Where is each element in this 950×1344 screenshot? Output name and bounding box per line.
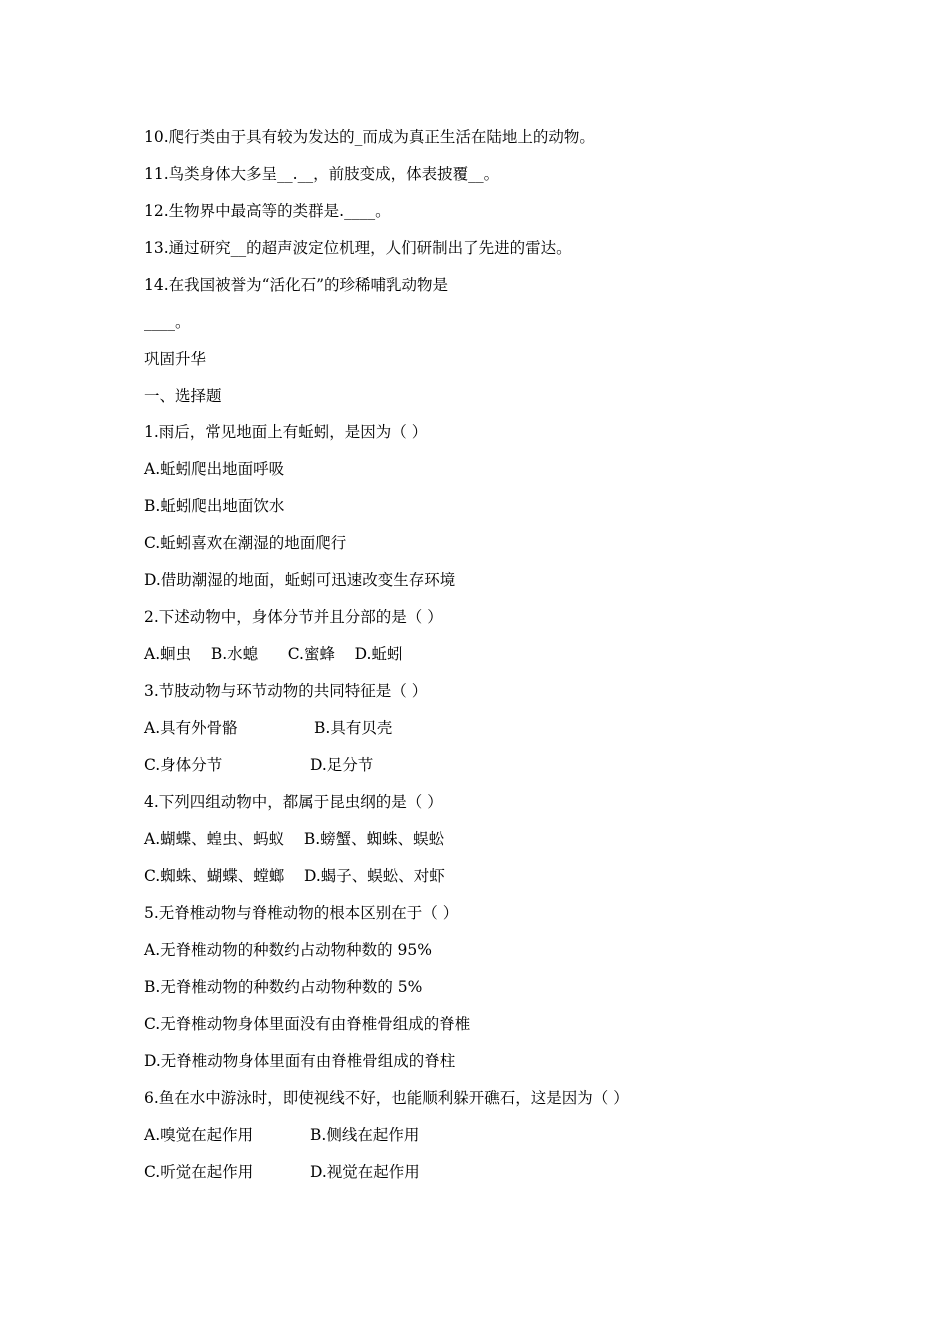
options-row: C.蜘蛛、蝴蝶、螳螂 D.蝎子、蜈蚣、对虾	[144, 867, 445, 885]
option: D.借助潮湿的地面，蚯蚓可迅速改变生存环境	[144, 571, 456, 589]
section-title: 巩固升华	[144, 350, 207, 368]
question-14: 14.在我国被誉为“活化石”的珍稀哺乳动物是	[144, 276, 448, 294]
option: A.具有外骨骼	[144, 719, 238, 737]
question-11: 11.鸟类身体大多呈__.__，前肢变成，体表披覆__。	[144, 165, 500, 183]
question-13: 13.通过研究__的超声波定位机理，人们研制出了先进的雷达。	[144, 239, 572, 257]
question-stem: 4.下列四组动物中，都属于昆虫纲的是（ ）	[144, 793, 443, 811]
option: C.无脊椎动物身体里面没有由脊椎骨组成的脊椎	[144, 1015, 471, 1033]
question-12: 12.生物界中最高等的类群是.____。	[144, 202, 391, 220]
option: A.蚯蚓爬出地面呼吸	[144, 460, 285, 478]
option: C.听觉在起作用	[144, 1163, 254, 1181]
question-10: 10.爬行类由于具有较为发达的_而成为真正生活在陆地上的动物。	[144, 128, 595, 146]
question-stem: 3.节肢动物与环节动物的共同特征是（ ）	[144, 682, 428, 700]
question-stem: 2.下述动物中，身体分节并且分部的是（ ）	[144, 608, 443, 626]
options-row: A.蛔虫 B.水螅 C.蜜蜂 D.蚯蚓	[144, 645, 403, 663]
question-14-blank: ____。	[144, 313, 191, 331]
option: B.蚯蚓爬出地面饮水	[144, 497, 285, 515]
option: B.无脊椎动物的种数约占动物种数的 5%	[144, 978, 423, 996]
option: D.足分节	[310, 756, 374, 774]
section-subtitle: 一、选择题	[144, 387, 222, 405]
option: C.蚯蚓喜欢在潮湿的地面爬行	[144, 534, 347, 552]
option: A.嗅觉在起作用	[144, 1126, 254, 1144]
option: D.视觉在起作用	[310, 1163, 420, 1181]
option: B.具有贝壳	[314, 719, 393, 737]
question-stem: 1.雨后，常见地面上有蚯蚓，是因为（ ）	[144, 423, 428, 441]
options-row: A.蝴蝶、蝗虫、蚂蚁 B.螃蟹、蜘蛛、蜈蚣	[144, 830, 445, 848]
option: A.无脊椎动物的种数约占动物种数的 95%	[144, 941, 432, 959]
question-stem: 5.无脊椎动物与脊椎动物的根本区别在于（ ）	[144, 904, 459, 922]
question-stem: 6.鱼在水中游泳时，即使视线不好，也能顺利躲开礁石，这是因为（ ）	[144, 1089, 629, 1107]
option: B.侧线在起作用	[310, 1126, 420, 1144]
option: D.无脊椎动物身体里面有由脊椎骨组成的脊柱	[144, 1052, 456, 1070]
option: C.身体分节	[144, 756, 223, 774]
